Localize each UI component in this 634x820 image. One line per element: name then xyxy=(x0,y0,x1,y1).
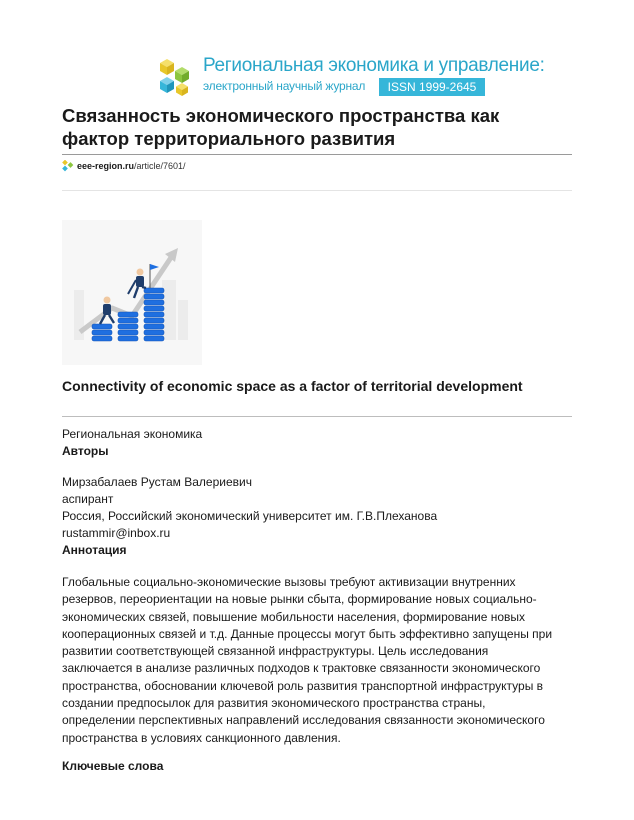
authors-heading: Авторы xyxy=(62,444,109,458)
source-domain: eee-region.ru xyxy=(77,161,135,171)
abstract-line: экономических связей, повышение мобильности населения, формирование новых xyxy=(62,609,526,624)
abstract-line: Глобальные социально-экономические вызовы требуют активизации внутренних xyxy=(62,575,516,589)
abstract-line: кооперационных связей и т.д. Данные процессы могут быть эффективно запущены при xyxy=(62,626,553,641)
abstract-heading: Аннотация xyxy=(62,543,127,557)
abstract-line: пространства в условиях санкционного давления. xyxy=(62,730,341,745)
author-position: аспирант xyxy=(62,492,114,506)
english-title-divider xyxy=(62,416,572,417)
keywords-heading: Ключевые слова xyxy=(62,759,164,773)
title-divider xyxy=(62,154,572,155)
logo-cubes-icon xyxy=(155,57,195,97)
section-name: Региональная экономика xyxy=(62,427,203,441)
site-favicon-icon xyxy=(62,160,74,172)
author-affiliation: Россия, Российский экономический университет им. Г.В.Плеханова xyxy=(62,509,438,523)
abstract-line: пространства, обосновании ключевой роль развития транспортной инфраструктуры в xyxy=(62,678,544,693)
abstract-text xyxy=(62,574,570,747)
issn-badge: ISSN 1999-2645 xyxy=(379,78,485,96)
abstract-line: создании предпосылок для развития экономического пространства страны, xyxy=(62,696,486,711)
author-name: Мирзабалаев Рустам Валериевич xyxy=(62,475,252,489)
journal-subtitle: электронный научный журнал xyxy=(203,79,366,93)
abstract-line: определении перспективных направлений исследования связанности экономического xyxy=(62,713,545,728)
abstract-line: развитии соответствующей связанной инфраструктуры. Цель исследования xyxy=(62,644,489,659)
abstract-line: резервов, переориентации на новые рынки сбыта, формирование новых социально- xyxy=(62,592,537,607)
article-illustration xyxy=(62,220,202,365)
journal-title: Региональная экономика и управление: xyxy=(203,55,545,76)
english-title: Connectivity of economic space as a factor of territorial development xyxy=(62,378,523,394)
article-title: Связанность экономического пространства как фактор территориального развития xyxy=(62,105,500,149)
author-email[interactable]: rustammir@inbox.ru xyxy=(62,526,171,540)
section-divider xyxy=(62,190,572,191)
journal-logo[interactable] xyxy=(155,55,545,99)
source-link[interactable] xyxy=(62,160,186,172)
source-path: /article/7601/ xyxy=(134,161,186,171)
abstract-line: заключается в анализе различных подходов к трактовке связанности экономического xyxy=(62,661,541,676)
